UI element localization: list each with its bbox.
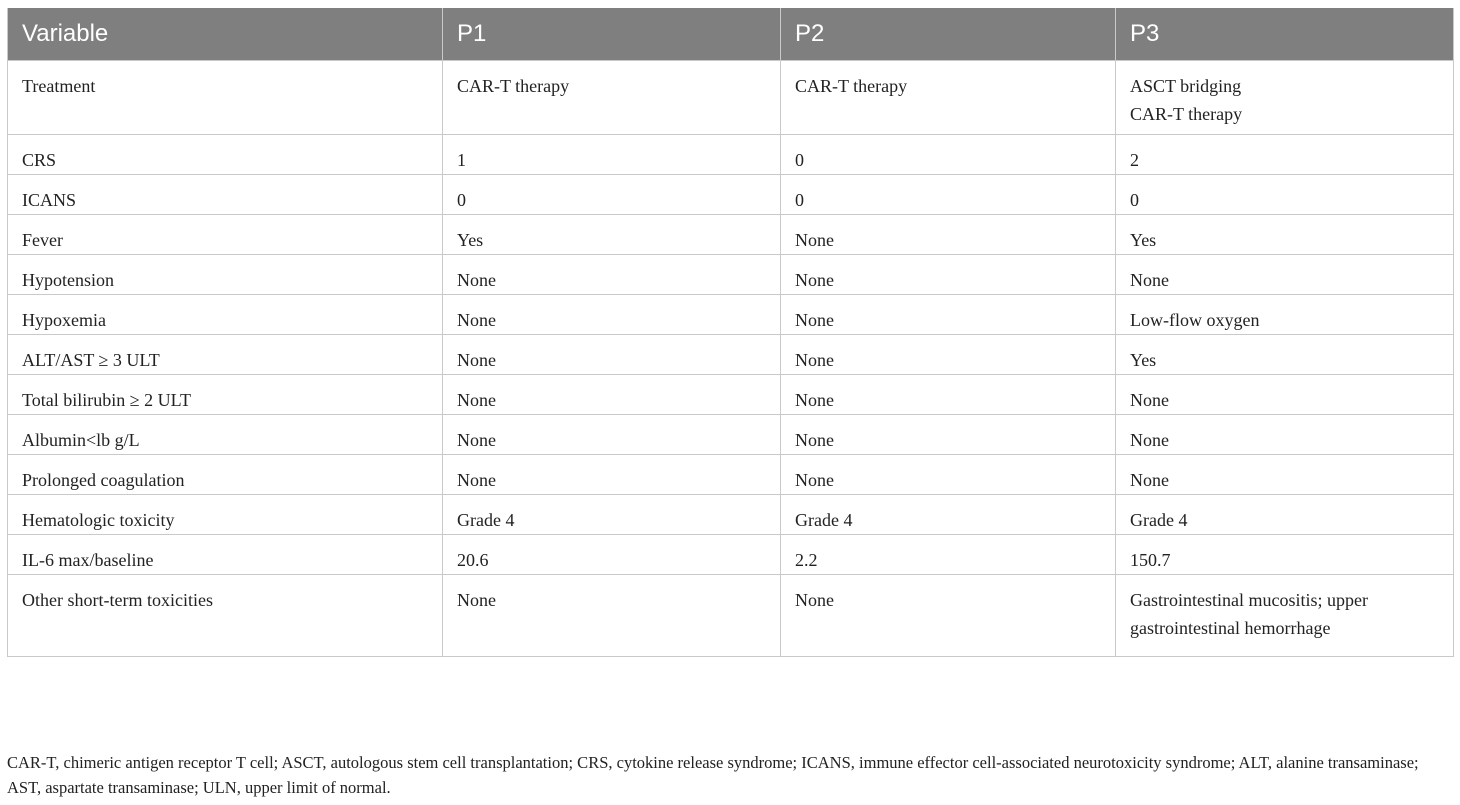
row-variable-cell: Fever xyxy=(8,215,443,255)
toxicity-table-container xyxy=(7,8,1453,657)
row-p1-cell: None xyxy=(443,575,781,657)
table-row xyxy=(8,255,1454,295)
row-p2-cell: Grade 4 xyxy=(781,495,1116,535)
row-p3-cell: None xyxy=(1116,255,1454,295)
row-variable-cell: ALT/AST ≥ 3 ULT xyxy=(8,335,443,375)
table-row xyxy=(8,535,1454,575)
row-p3-cell: Low-flow oxygen xyxy=(1116,295,1454,335)
row-p3-cell: None xyxy=(1116,375,1454,415)
row-variable-cell: Hypoxemia xyxy=(8,295,443,335)
table-footnote: CAR-T, chimeric antigen receptor T cell; ASCT, autologous stem cell transplantation; CRS, cytokine release syndrome; ICANS, immune effector cell-associated neurotoxicity syndrome; ALT, alanine transaminase; AST, aspartate transaminase; ULN, upper limit of normal. xyxy=(7,753,1419,797)
table-header xyxy=(8,8,1454,61)
row-p1-cell: CAR-T therapy xyxy=(443,61,781,135)
row-p1-cell: None xyxy=(443,415,781,455)
row-p1-cell: None xyxy=(443,255,781,295)
row-p3-cell xyxy=(1116,575,1454,657)
row-p1-cell: 0 xyxy=(443,175,781,215)
row-p1-cell: Grade 4 xyxy=(443,495,781,535)
row-variable-cell: Albumin<lb g/L xyxy=(8,415,443,455)
header-row xyxy=(8,8,1454,61)
row-variable-cell: ICANS xyxy=(8,175,443,215)
row-p2-cell: None xyxy=(781,575,1116,657)
row-variable-cell: CRS xyxy=(8,135,443,175)
header-p2: P2 xyxy=(781,8,1116,61)
row-p3-cell: Grade 4 xyxy=(1116,495,1454,535)
table-body xyxy=(8,61,1454,657)
row-p3-cell xyxy=(1116,61,1454,135)
table-row xyxy=(8,415,1454,455)
row-p1-cell: None xyxy=(443,295,781,335)
row-variable-cell: Hypotension xyxy=(8,255,443,295)
row-p3-cell: None xyxy=(1116,415,1454,455)
row-p3-cell: 150.7 xyxy=(1116,535,1454,575)
row-p1-cell: None xyxy=(443,335,781,375)
toxicity-table xyxy=(7,8,1454,657)
header-variable: Variable xyxy=(8,8,443,61)
row-p1-cell: None xyxy=(443,375,781,415)
row-p2-cell: CAR-T therapy xyxy=(781,61,1116,135)
cell-line: ASCT bridging xyxy=(1130,76,1242,96)
row-p2-cell: None xyxy=(781,215,1116,255)
row-p1-cell: 20.6 xyxy=(443,535,781,575)
row-p2-cell: None xyxy=(781,375,1116,415)
row-variable-cell: Hematologic toxicity xyxy=(8,495,443,535)
table-row xyxy=(8,495,1454,535)
row-p1-cell: 1 xyxy=(443,135,781,175)
row-variable-cell: Prolonged coagulation xyxy=(8,455,443,495)
row-p3-cell: 2 xyxy=(1116,135,1454,175)
row-p2-cell: None xyxy=(781,455,1116,495)
row-p2-cell: None xyxy=(781,335,1116,375)
row-p2-cell: None xyxy=(781,415,1116,455)
header-p1: P1 xyxy=(443,8,781,61)
header-p3: P3 xyxy=(1116,8,1454,61)
table-row xyxy=(8,375,1454,415)
row-p1-cell: None xyxy=(443,455,781,495)
row-p3-cell: Yes xyxy=(1116,215,1454,255)
row-variable-cell: Other short-term toxicities xyxy=(8,575,443,657)
table-row xyxy=(8,455,1454,495)
row-p2-cell: 2.2 xyxy=(781,535,1116,575)
row-p1-cell: Yes xyxy=(443,215,781,255)
row-p2-cell: 0 xyxy=(781,135,1116,175)
row-variable-cell: Treatment xyxy=(8,61,443,135)
table-row xyxy=(8,335,1454,375)
row-p3-cell: None xyxy=(1116,455,1454,495)
table-row xyxy=(8,215,1454,255)
row-variable-cell: Total bilirubin ≥ 2 ULT xyxy=(8,375,443,415)
row-p3-cell: 0 xyxy=(1116,175,1454,215)
row-p2-cell: None xyxy=(781,255,1116,295)
row-p2-cell: None xyxy=(781,295,1116,335)
cell-line: Gastrointestinal mucositis; upper xyxy=(1130,590,1368,610)
table-row xyxy=(8,175,1454,215)
table-row xyxy=(8,575,1454,657)
table-row xyxy=(8,61,1454,135)
cell-line: gastrointestinal hemorrhage xyxy=(1130,618,1331,638)
cell-line: CAR-T therapy xyxy=(1130,104,1243,124)
table-row xyxy=(8,135,1454,175)
row-p2-cell: 0 xyxy=(781,175,1116,215)
table-row xyxy=(8,295,1454,335)
row-p3-cell: Yes xyxy=(1116,335,1454,375)
row-variable-cell: IL-6 max/baseline xyxy=(8,535,443,575)
